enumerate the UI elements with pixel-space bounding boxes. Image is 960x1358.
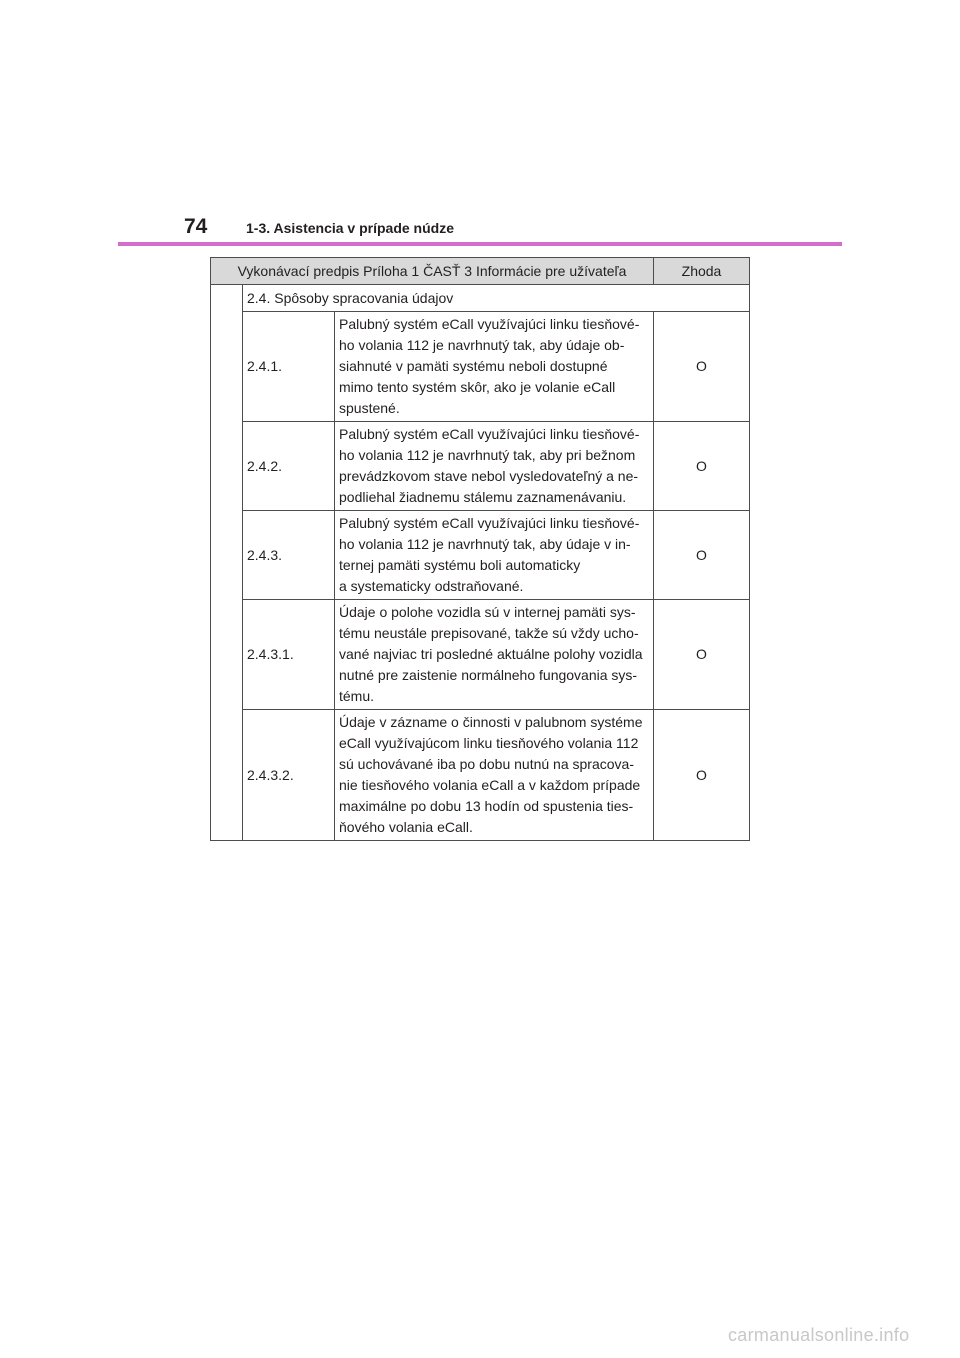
table-row bbox=[211, 710, 750, 841]
description-line: Údaje o polohe vozidla sú v internej pamäti sys- bbox=[339, 604, 636, 620]
description-line: tému. bbox=[339, 688, 375, 704]
section-row bbox=[211, 285, 750, 312]
row-number: 2.4.2. bbox=[243, 422, 335, 511]
description-line: ho volania 112 je navrhnutý tak, aby údaje ob- bbox=[339, 337, 625, 353]
section-title: 1-3. Asistencia v prípade núdze bbox=[246, 220, 454, 236]
description-line: spustené. bbox=[339, 400, 400, 416]
row-compliance: O bbox=[654, 710, 750, 841]
table-row bbox=[211, 511, 750, 600]
description-line: eCall využívajúcom linku tiesňového volania 112 bbox=[339, 735, 639, 751]
compliance-column-header: Zhoda bbox=[654, 258, 750, 285]
description-line: ho volania 112 je navrhnutý tak, aby údaje v in- bbox=[339, 536, 631, 552]
requirement-column-header: Vykonávací predpis Príloha 1 ČASŤ 3 Informácie pre užívateľa bbox=[211, 258, 654, 285]
row-compliance: O bbox=[654, 600, 750, 710]
row-compliance: O bbox=[654, 511, 750, 600]
row-description bbox=[335, 710, 654, 841]
row-description bbox=[335, 511, 654, 600]
description-line: ternej pamäti systému boli automaticky bbox=[339, 557, 581, 573]
row-description bbox=[335, 422, 654, 511]
description-line: Palubný systém eCall využívajúci linku tiesňové- bbox=[339, 316, 640, 332]
description-line: Údaje v zázname o činnosti v palubnom systéme bbox=[339, 714, 643, 730]
row-compliance: O bbox=[654, 422, 750, 511]
row-compliance: O bbox=[654, 312, 750, 422]
table-row bbox=[211, 600, 750, 710]
description-line: sú uchovávané iba po dobu nutnú na spracova- bbox=[339, 756, 634, 772]
description-line: Palubný systém eCall využívajúci linku tiesňové- bbox=[339, 515, 640, 531]
description-line: maximálne po dobu 13 hodín od spustenia ties- bbox=[339, 798, 634, 814]
row-number: 2.4.3.2. bbox=[243, 710, 335, 841]
row-description bbox=[335, 312, 654, 422]
page-number: 74 bbox=[184, 215, 208, 238]
indent-column bbox=[211, 285, 243, 841]
row-number: 2.4.1. bbox=[243, 312, 335, 422]
table-row bbox=[211, 422, 750, 511]
description-line: prevádzkovom stave nebol vysledovateľný a ne- bbox=[339, 468, 639, 484]
description-line: siahnuté v pamäti systému neboli dostupné bbox=[339, 358, 608, 374]
description-line: Palubný systém eCall využívajúci linku tiesňové- bbox=[339, 426, 640, 442]
row-description bbox=[335, 600, 654, 710]
description-line: ňového volania eCall. bbox=[339, 819, 473, 835]
description-line: nie tiesňového volania eCall a v každom prípade bbox=[339, 777, 641, 793]
description-line: mimo tento systém skôr, ako je volanie eCall bbox=[339, 379, 616, 395]
table-row bbox=[211, 312, 750, 422]
description-line: nutné pre zaistenie normálneho fungovania sys- bbox=[339, 667, 638, 683]
requirements-table bbox=[210, 257, 750, 841]
table-header-row bbox=[211, 258, 750, 285]
description-line: a systematicky odstraňované. bbox=[339, 578, 524, 594]
watermark-logo: carmanualsonline.info bbox=[728, 1325, 910, 1345]
section-label: 2.4. Spôsoby spracovania údajov bbox=[243, 285, 750, 312]
description-line: ho volania 112 je navrhnutý tak, aby pri bežnom bbox=[339, 447, 636, 463]
description-line: tému neustále prepisované, takže sú vždy ucho- bbox=[339, 625, 639, 641]
description-line: podliehal žiadnemu stálemu zaznamenávaniu. bbox=[339, 489, 627, 505]
row-number: 2.4.3.1. bbox=[243, 600, 335, 710]
row-number: 2.4.3. bbox=[243, 511, 335, 600]
description-line: vané najviac tri posledné aktuálne polohy vozidla bbox=[339, 646, 643, 662]
header-divider bbox=[118, 242, 842, 246]
